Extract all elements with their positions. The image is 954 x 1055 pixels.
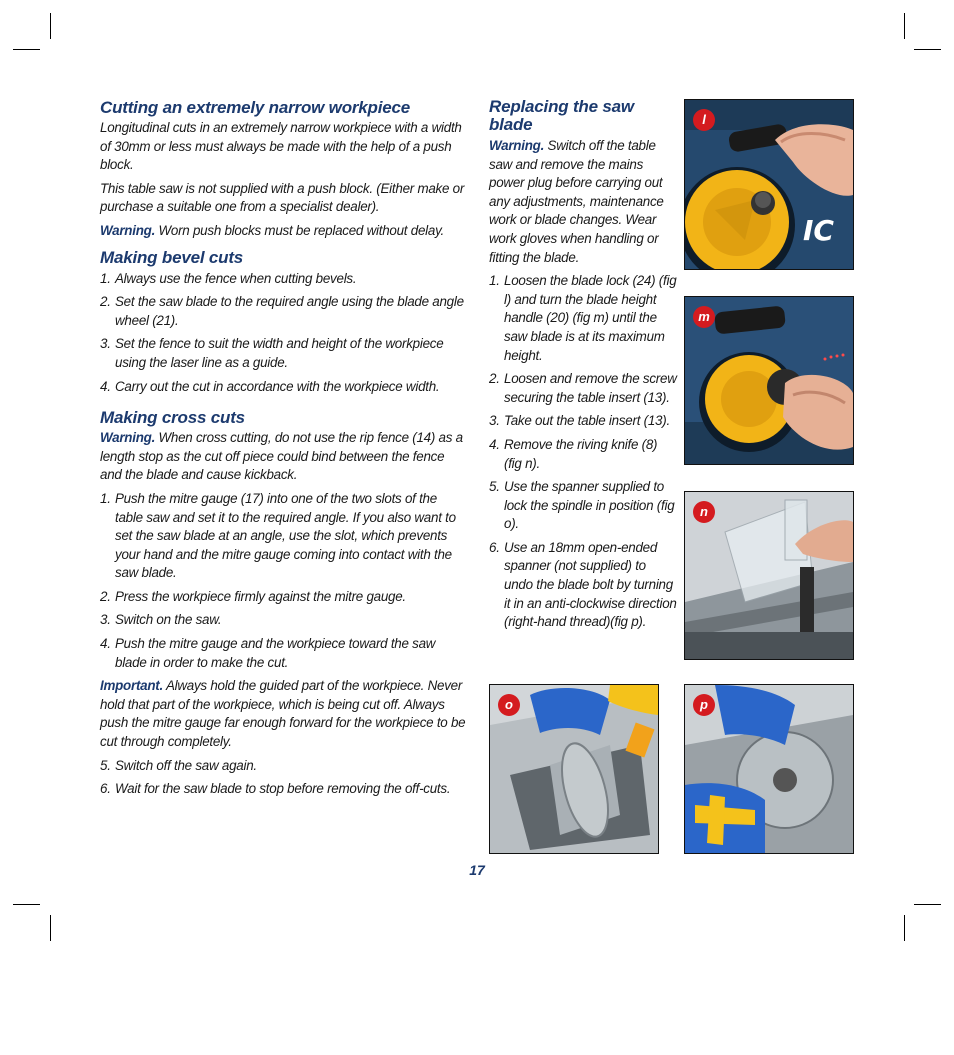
left-column [100,98,466,799]
heading-narrow-workpiece: Cutting an extremely narrow workpiece [100,98,411,117]
list-item: 2. Loosen and remove the screw securing the table insert (13). [489,371,677,405]
warning-cross [100,429,466,485]
heading-bevel-cuts: Making bevel cuts [100,247,244,267]
warning-narrow [100,222,466,241]
figure-label-l: l [693,109,715,131]
list-item: 2. Press the workpiece firmly against the mitre gauge. [100,588,406,604]
figure-m-photo [684,296,854,465]
list-item: 5. Use the spanner supplied to lock the spindle in position (fig o). [489,479,675,532]
middle-column [489,98,677,632]
list-item: 3. Switch on the saw. [100,612,222,628]
important-label: Important. [100,678,163,694]
crop-mark [50,13,51,39]
crop-mark [904,915,905,941]
bevel-steps-list [100,270,466,397]
warning-text: Worn push blocks must be replaced without delay. [155,222,444,238]
figure-n-photo [684,491,854,660]
list-item: 1. Loosen the blade lock (24) (fig l) and turn the blade height handle (20) (fig m) until the saw blade is at its maximum height. [489,273,677,363]
list-item: 1. Always use the fence when cutting bevels. [100,270,357,286]
figure-label-m: m [693,306,715,328]
warning-label: Warning. [489,138,545,153]
crop-mark [50,915,51,941]
cross-steps-list-continued [100,757,466,799]
list-item: 1. Push the mitre gauge (17) into one of the two slots of the table saw and set it to the required angle. If you also want to set the saw blade at an angle, use the slot, which prevents your hand and the mitre gauge coming into contact with the saw blade. [100,490,456,581]
list-item: 5. Switch off the saw again. [100,757,257,773]
figure-o-photo [489,684,659,854]
figure-label-n: n [693,501,715,523]
important-note [100,677,466,751]
page-number: 17 [469,862,485,878]
list-item: 4. Remove the riving knife (8) (fig n). [489,436,658,471]
figure-l-photo [684,99,854,270]
list-item: 3. Set the fence to suit the width and height of the workpiece using the laser line as a guide. [100,336,444,370]
warning-text: Switch off the table saw and remove the mains power plug before carrying out any adjustments, maintenance work or blade changes. Wear work gloves when handling or fitting the blade. [489,138,664,265]
crop-mark [914,904,941,905]
warning-label: Warning. [100,430,156,446]
cross-steps-list [100,490,466,672]
list-item: 3. Take out the table insert (13). [489,413,670,429]
figure-p-photo [684,684,854,854]
paragraph-narrow-1: Longitudinal cuts in an extremely narrow workpiece with a width of 30mm or less must always be made with the help of a push block. [100,120,462,173]
crop-mark [904,13,905,39]
crop-mark [13,49,40,50]
warning-replacing [489,137,677,267]
list-item: 2. Set the saw blade to the required angle using the blade angle wheel (21). [100,294,464,328]
warning-text: When cross cutting, do not use the rip fence (14) as a length stop as the cut off piece could bind between the fence and the blade and cause kickback. [100,430,463,483]
crop-mark [914,49,941,50]
heading-cross-cuts: Making cross cuts [100,408,245,428]
crop-mark [13,904,40,905]
replacing-steps-list [489,272,677,632]
figure-label-o: o [498,694,520,716]
brand-logo-text: IC [803,214,834,247]
list-item: 6. Use an 18mm open-ended spanner (not supplied) to undo the blade bolt by turning it in an anti-clockwise direction (right-hand thread)(fig p). [489,539,677,630]
heading-replacing-blade: Replacing the saw blade [489,97,634,134]
list-item: 4. Push the mitre gauge and the workpiece toward the saw blade in order to make the cut. [100,636,436,670]
figure-label-p: p [693,694,715,716]
list-item: 4. Carry out the cut in accordance with the workpiece width. [100,378,440,394]
warning-label: Warning. [100,222,156,238]
important-text: Always hold the guided part of the workpiece. Never hold that part of the workpiece, which is being cut off. Always push the mitre gauge far enough forward for the workpiece to be cut through completely. [100,678,466,750]
paragraph-narrow-2: This table saw is not supplied with a push block. (Either make or purchase a suitable one from a specialist dealer). [100,180,465,215]
list-item: 6. Wait for the saw blade to stop before removing the off-cuts. [100,781,451,797]
